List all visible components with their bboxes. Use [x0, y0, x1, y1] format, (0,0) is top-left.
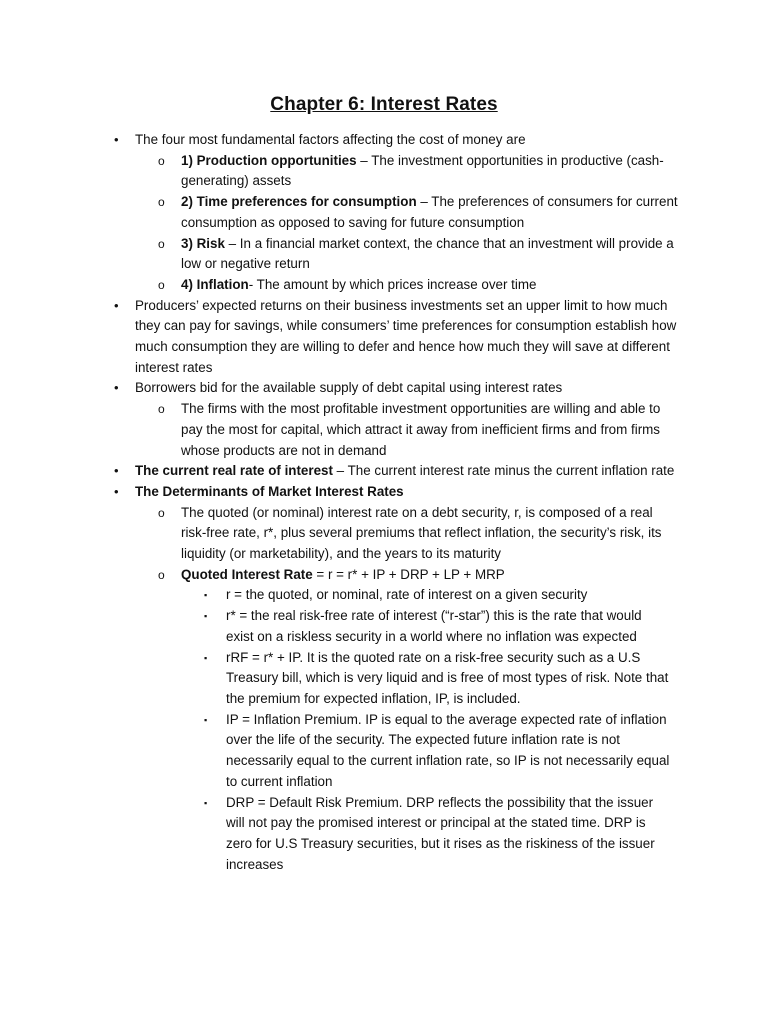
item-text: rRF = r* + IP. It is the quoted rate on a risk-free security such as a U.S Treasury bill, which is very liquid and is free of most types of risk. Note that the premium for expected inflation, IP, is included. [226, 649, 669, 706]
list-item [0, 503, 768, 565]
list-item [0, 585, 768, 606]
item-text: - The amount by which prices increase over time [248, 276, 537, 292]
circle-marker: o [158, 195, 165, 210]
list-item [0, 793, 768, 876]
list-item [0, 606, 768, 647]
item-text: – The investment opportunities in productive (cash-generating) assets [181, 152, 664, 189]
circle-marker: o [158, 153, 165, 168]
square-marker: ▪ [204, 590, 208, 601]
circle-marker: o [158, 277, 165, 292]
item-text: = r = r* + IP + DRP + LP + MRP [312, 566, 505, 582]
item-term: 3) Risk [181, 235, 225, 251]
list-item [0, 296, 768, 379]
list-item [0, 151, 768, 192]
list-item [0, 710, 768, 793]
bullet-marker: • [114, 132, 119, 147]
list-item [0, 192, 768, 233]
circle-marker: o [158, 402, 165, 417]
item-term: 4) Inflation [181, 276, 249, 292]
item-text: The four most fundamental factors affecting the cost of money are [135, 132, 526, 147]
item-term: Quoted Interest Rate [181, 566, 313, 582]
list-item [0, 130, 768, 151]
bullet-marker: • [114, 297, 119, 313]
item-text: Borrowers bid for the available supply of debt capital using interest rates [135, 380, 563, 396]
list-item [0, 399, 768, 461]
item-text: – In a financial market context, the chance that an investment will provide a low or negative return [181, 235, 674, 272]
item-text: The quoted (or nominal) interest rate on a debt security, r, is composed of a real risk-free rate, r*, plus several premiums that reflect inflation, the security’s risk, its liquidity (or marketability), and the years to its maturity [181, 504, 662, 562]
item-text: r* = the real risk-free rate of interest (“r-star”) this is the rate that would exist on a riskless security in a world where no inflation was expected [226, 608, 642, 644]
bullet-marker: • [114, 463, 119, 479]
square-marker: ▪ [204, 797, 208, 808]
list-item [0, 461, 768, 482]
list-item [0, 648, 768, 710]
item-term: 1) Production opportunities [181, 152, 357, 168]
list-item [0, 378, 768, 399]
item-text: Producers’ expected returns on their business investments set an upper limit to how much they can pay for savings, while consumers’ time preferences for consumption establish how much consumption they are willing to defer and hence how much they will save at different interest rates [135, 297, 677, 375]
item-text: – The current interest rate minus the current inflation rate [332, 463, 675, 479]
item-term: The current real rate of interest [135, 463, 333, 479]
list-item [0, 482, 768, 503]
item-term: 2) Time preferences for consumption [181, 194, 417, 210]
square-marker: ▪ [204, 652, 208, 663]
notes-list [0, 130, 768, 875]
circle-marker: o [158, 567, 165, 582]
bullet-marker: • [114, 483, 119, 499]
item-text: DRP = Default Risk Premium. DRP reflects the possibility that the issuer will not pay the promised interest or principal at the stated time. DRP is zero for U.S Treasury securities, but it rises as the riskiness of the issuer increases [226, 794, 655, 872]
section-heading: The Determinants of Market Interest Rates [135, 483, 404, 499]
circle-marker: o [158, 505, 165, 520]
bullet-marker: • [114, 380, 119, 396]
circle-marker: o [158, 236, 165, 251]
square-marker: ▪ [204, 611, 208, 622]
square-marker: ▪ [204, 714, 208, 725]
item-text: IP = Inflation Premium. IP is equal to the average expected rate of inflation over the life of the security. The expected future inflation rate is not necessarily equal to the current inflation rate, so IP is not necessarily equal to current inflation [226, 711, 670, 789]
list-item [0, 565, 768, 586]
item-text: – The preferences of consumers for current consumption as opposed to saving for future consumption [181, 194, 678, 230]
list-item [0, 275, 768, 296]
item-text: The firms with the most profitable investment opportunities are willing and able to pay the most for capital, which attract it away from inefficient firms and from firms whose products are not in demand [181, 401, 661, 458]
item-text: r = the quoted, or nominal, rate of interest on a given security [226, 587, 588, 603]
page-title: Chapter 6: Interest Rates [270, 94, 498, 115]
list-item [0, 234, 768, 275]
